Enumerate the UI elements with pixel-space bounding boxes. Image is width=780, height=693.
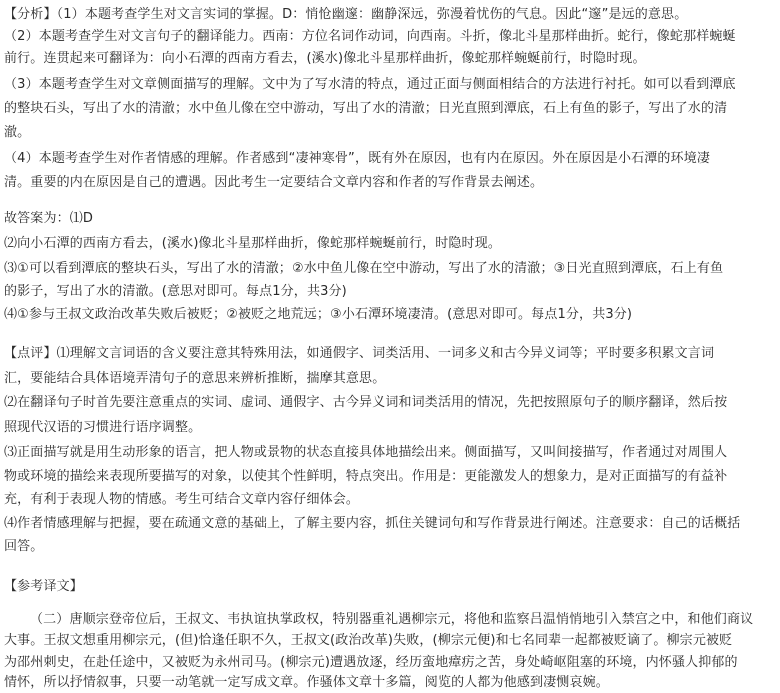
- answer-line: 的影子，写出了水的清澈。(意思对即可。每点1分，共3分): [4, 284, 347, 299]
- answer-line: ⑶①可以看到潭底的整块石头，写出了水的清澈；②水中鱼儿像在空中游动，写出了水的清澈；③日光直照到潭底，石上有鱼: [4, 261, 724, 276]
- analysis-line: 澈。: [4, 125, 31, 140]
- translation-line: 大事。王叔文想重用柳宗元，(但)恰逢任职不久，王叔文(政治改革)失败，(柳宗元便)和七名同辈一起都被贬谪了。柳宗元被贬: [4, 633, 733, 648]
- analysis-line: 【分析】（1）本题考查学生对文言实词的掌握。D：悄怆幽邃：幽静深远，弥漫着忧伤的气息。因此“邃”是远的意思。: [4, 7, 688, 22]
- answer-line: ⑷①参与王叔文政治改革失败后被贬；②被贬之地荒远；③小石潭环境凄清。(意思对即可。每点1分，共3分): [4, 307, 633, 322]
- analysis-line: 的整块石头，写出了水的清澈；水中鱼儿像在空中游动，写出了水的清澈；日光直照到潭底，石上有鱼的影子，写出了水的清: [4, 101, 728, 116]
- answer-line: 故答案为：⑴D: [4, 211, 94, 226]
- comment-line: ⑶正面描写就是用生动形象的语言，把人物或景物的状态直接具体地描绘出来。侧面描写，又叫间接描写，作者通过对周围人: [4, 445, 728, 460]
- translation-line: 为邵州刺史，在赴任途中，又被贬为永州司马。(柳宗元)遭遇放逐，经历蛮地瘴疠之苦，身处崎岖阻塞的环境，内怀骚人抑郁的: [4, 655, 738, 670]
- analysis-line: 前行。连贯起来可翻译为：向小石潭的西南方看去，(溪水)像北斗星那样曲折，像蛇那样蜿蜒前行，时隐时现。: [4, 51, 646, 66]
- translation-line: （二）唐顺宗登帝位后，王叔文、韦执谊执掌政权，特别器重礼遇柳宗元，将他和监察吕温悄悄地引入禁宫之中，和他们商议: [30, 612, 754, 627]
- translation-heading: 【参考译文】: [4, 579, 83, 594]
- analysis-line: （4）本题考查学生对作者情感的理解。作者感到“凄神寒骨”，既有外在原因，也有内在原因。外在原因是小石潭的环境凄: [4, 151, 710, 166]
- analysis-line: （3）本题考查学生对文章侧面描写的理解。文中为了写水清的特点，通过正面与侧面相结合的方法进行衬托。如可以看到潭底: [4, 77, 736, 92]
- answer-line: ⑵向小石潭的西南方看去，(溪水)像北斗星那样曲折，像蛇那样蜿蜒前行，时隐时现。: [4, 236, 501, 251]
- analysis-line: （2）本题考查学生对文言句子的翻译能力。西南：方位名词作动词，向西南。斗折，像北斗星那样曲折。蛇行，像蛇那样蜿蜒: [4, 29, 736, 44]
- comment-line: 物或环境的描绘来表现所要描写的对象，以使其个性鲜明，特点突出。作用是：更能激发人的想象力，是对正面描写的有益补: [4, 469, 728, 484]
- translation-line: 情怀，所以抒情叙事，只要一动笔就一定写成文章。作骚体文章十多篇，阅览的人都为他感到凄恻哀婉。: [4, 675, 609, 690]
- comment-heading: 【点评】: [4, 346, 57, 361]
- analysis-heading: 【分析】: [4, 7, 57, 22]
- comment-line: ⑷作者情感理解与把握，要在疏通文意的基础上，了解主要内容，抓住关键词句和写作背景进行阐述。注意要求：自己的话概括: [4, 516, 741, 531]
- comment-line: 汇，要能结合具体语境弄清句子的意思来辨析推断，揣摩其意思。: [4, 371, 386, 386]
- comment-line: ⑵在翻译句子时首先要注意重点的实词、虚词、通假字、古今异义词和词类活用的情况，先把按照原句子的顺序翻译，然后按: [4, 395, 728, 410]
- analysis-line: 清。重要的内在原因是自己的遭遇。因此考生一定要结合文章内容和作者的写作背景去阐述。: [4, 175, 544, 190]
- comment-line: 充，有利于表现人物的情感。考生可结合文章内容仔细体会。: [4, 492, 360, 507]
- comment-line: 回答。: [4, 539, 44, 554]
- comment-line: 【点评】⑴理解文言词语的含义要注意其特殊用法，如通假字、词类活用、一词多义和古今异义词等；平时要多积累文言词: [4, 346, 715, 361]
- comment-line: 照现代汉语的习惯进行语序调整。: [4, 420, 202, 435]
